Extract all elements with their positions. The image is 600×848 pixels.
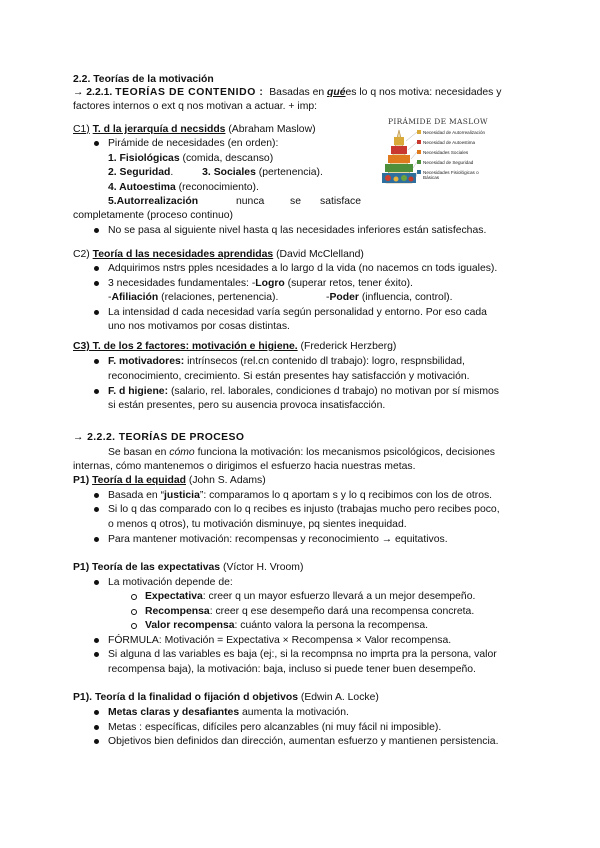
need-1-desc: (comida, descanso) bbox=[182, 153, 274, 164]
section-code: 2.2.1. bbox=[86, 87, 113, 98]
equity-prefix: P1) bbox=[73, 475, 90, 486]
needs-line-2 bbox=[108, 291, 278, 304]
c1-title: T. d la jerarquía d necsidds bbox=[92, 124, 226, 135]
list-item: La motivación depende de: bbox=[108, 577, 233, 588]
pyramid-level-label: Necesidad de Autorrealización bbox=[423, 130, 486, 135]
list-item: Objetivos bien definidos dan dirección, aumentan esfuerzo y mantienen persistencia. bbox=[108, 736, 499, 747]
list-item-continued: o menos q otros), tu motivación disminuye, pq sientes inequidad. bbox=[108, 519, 407, 530]
var-title: Expectativa bbox=[145, 591, 203, 602]
factor-title: F. d higiene: bbox=[108, 386, 169, 397]
sub-list-item bbox=[145, 590, 475, 603]
expectancy-title: P1) Teoría de las expectativas bbox=[73, 562, 221, 573]
need-poder bbox=[326, 291, 452, 304]
need-5-word: se bbox=[290, 196, 301, 207]
c3-title: C3) T. de los 2 factores: motivación e higiene. bbox=[73, 341, 298, 352]
pyramid-level-label: Necesidad de Seguridad bbox=[423, 160, 474, 165]
c2-heading bbox=[73, 248, 364, 261]
equity-title: Teoría d la equidad bbox=[92, 475, 186, 486]
factor-title: F. motivadores: bbox=[108, 356, 185, 367]
c1-prefix: C1) bbox=[73, 124, 90, 135]
pyramid-level-label: Necesidades Sociales bbox=[423, 150, 469, 155]
goals-heading bbox=[73, 691, 379, 704]
section-title: TEORÍAS DE CONTENIDO : bbox=[115, 87, 264, 98]
list-item bbox=[108, 277, 413, 290]
need-5-title: 5.Autorrealización bbox=[108, 196, 199, 207]
sub-list-item bbox=[145, 619, 428, 632]
goals-author: (Edwin A. Locke) bbox=[300, 692, 379, 703]
list-item: Para mantener motivación: recompensas y reconocimiento → equitativos. bbox=[108, 534, 448, 545]
c1-heading bbox=[73, 123, 316, 136]
intro-line-2: factores internos o ext q nos motivan a actuar. + imp: bbox=[73, 101, 318, 112]
maslow-pyramid-image bbox=[372, 117, 522, 189]
need-2-title: 2. Seguridad bbox=[108, 167, 171, 178]
c2-title: Teoría d las necesidades aprendidas bbox=[92, 249, 274, 260]
pyramid-level-label: Necesidades Fisiológicas o Básicas bbox=[423, 170, 479, 180]
intro-text-rest: funciona la motivación: los mecanismos psicológicos, decisiones bbox=[197, 447, 495, 458]
need-4 bbox=[108, 181, 259, 194]
var-desc: : creer q ese desempeño dará una recompensa concreta. bbox=[209, 606, 475, 617]
list-item: Si lo q das comparado con lo q recibes es injusto (trabajas mucho pero recibes poco, bbox=[108, 504, 500, 515]
need-poder-desc: (influencia, control). bbox=[361, 292, 453, 303]
need-logro: Logro bbox=[255, 278, 285, 289]
list-item: Pirámide de necesidades (en orden): bbox=[108, 138, 279, 149]
c2-prefix: C2) bbox=[73, 249, 90, 260]
pyramid-level-label: Necesidad de Autoestima bbox=[423, 140, 476, 145]
need-5-continued: completamente (proceso continuo) bbox=[73, 210, 233, 221]
need-5-word: satisface bbox=[320, 196, 362, 207]
c2-author: (David McClelland) bbox=[276, 249, 364, 260]
process-intro bbox=[108, 446, 495, 459]
emphasis-justicia: justicia bbox=[164, 490, 200, 501]
emphasis-que: qué bbox=[327, 87, 346, 98]
need-1 bbox=[108, 152, 273, 165]
list-item bbox=[108, 355, 465, 368]
c3-author: (Frederick Herzberg) bbox=[300, 341, 397, 352]
need-poder-title: Poder bbox=[329, 292, 359, 303]
factor-desc: intrínsecos (rel.cn contenido dl trabajo): logro, respnsbilidad, bbox=[187, 356, 465, 367]
intro-text-rest: es lo q nos motiva: necesidades y bbox=[345, 87, 502, 98]
list-item: FÓRMULA: Motivación = Expectativa × Recompensa × Valor recompensa. bbox=[108, 635, 452, 646]
goals-emphasis: Metas claras y desafiantes bbox=[108, 707, 240, 718]
equity-author: (John S. Adams) bbox=[188, 475, 266, 486]
list-item bbox=[108, 706, 349, 719]
need-1-title: 1. Fisiológicas bbox=[108, 153, 180, 164]
need-afiliacion: Afiliación bbox=[111, 292, 159, 303]
expectancy-author: (Víctor H. Vroom) bbox=[222, 562, 304, 573]
intro-text: Se basan en bbox=[108, 447, 167, 458]
list-item-continued: uno nos motivamos por cosas distintas. bbox=[108, 321, 290, 332]
need-3-title: 3. Sociales bbox=[202, 167, 256, 178]
text: Basada en “ bbox=[108, 490, 165, 501]
need-2-dot: . bbox=[170, 167, 174, 178]
need-5-word: nunca bbox=[236, 196, 265, 207]
arrow: → bbox=[73, 87, 84, 98]
goals-title: P1). Teoría d la finalidad o fijación d objetivos bbox=[73, 692, 298, 703]
dash: - bbox=[108, 292, 112, 303]
section-heading: 2.2. Teorías de la motivación bbox=[73, 74, 214, 85]
need-5 bbox=[108, 195, 362, 208]
list-item-continued: reconocimiento, crecimiento. Si están presentes hay satisfacción y motivación. bbox=[108, 371, 470, 382]
list-item: No se pasa al siguiente nivel hasta q las necesidades inferiores están satisfechas. bbox=[108, 225, 487, 236]
intro-text: Basadas en bbox=[269, 87, 325, 98]
list-item: La intensidad d cada necesidad varía según personalidad y entorno. Por eso cada bbox=[108, 307, 487, 318]
sub-list-item bbox=[145, 605, 474, 618]
list-item-continued: si están presentes, pero su ausencia provoca insatisfacción. bbox=[108, 400, 386, 411]
goals-text: aumenta la motivación. bbox=[242, 707, 349, 718]
needs-intro: 3 necesidades fundamentales: - bbox=[108, 278, 256, 289]
content-theories-title bbox=[73, 86, 501, 99]
list-item: Metas : específicas, difíciles pero alcanzables (ni muy fácil ni imposible). bbox=[108, 722, 442, 733]
list-item: Adquirimos nstrs pples ncesidades a lo largo d la vida (no nacemos cn tods iguales). bbox=[108, 263, 498, 274]
list-item bbox=[108, 385, 499, 398]
var-desc: : cuánto valora la persona la recompensa. bbox=[234, 620, 429, 631]
need-logro-desc: (superar retos, tener éxito). bbox=[287, 278, 413, 289]
c3-heading bbox=[73, 340, 396, 353]
process-theories-title: → 2.2.2. TEORÍAS DE PROCESO bbox=[73, 432, 245, 443]
need-2-3 bbox=[108, 166, 323, 179]
expectancy-heading bbox=[73, 561, 303, 574]
c1-author: (Abraham Maslow) bbox=[228, 124, 316, 135]
var-desc: : creer q un mayor esfuerzo llevará a un mejor desempeño. bbox=[202, 591, 476, 602]
equity-heading bbox=[73, 474, 266, 487]
list-item bbox=[108, 489, 492, 502]
need-4-desc: (reconocimiento). bbox=[178, 182, 259, 193]
var-title: Valor recompensa bbox=[145, 620, 235, 631]
list-item-continued: recompensa baja), la motivación: baja, incluso si puede tener buen desempeño. bbox=[108, 664, 476, 675]
need-afiliacion-desc: (relaciones, pertenencia). bbox=[161, 292, 279, 303]
list-item: Si alguna d las variables es baja (ej:, si la recompnsa no imprta pra la persona, valor bbox=[108, 649, 497, 660]
need-3-desc: (pertenencia). bbox=[258, 167, 323, 178]
process-intro-line-2: internas, cómo mantenemos o dirigimos el esfuerzo hacia nuestras metas. bbox=[73, 461, 416, 472]
factor-desc: (salario, rel. laborales, condiciones d trabajo) no motivan por sí mismos bbox=[170, 386, 499, 397]
dash: - bbox=[326, 292, 330, 303]
text: ”: comparamos lo q aportam s y lo q recibimos con los de otros. bbox=[199, 490, 493, 501]
pyramid-title: PIRÁMIDE DE MASLOW bbox=[388, 117, 488, 126]
emphasis-como: cómo bbox=[169, 447, 195, 458]
var-title: Recompensa bbox=[145, 606, 210, 617]
need-4-title: 4. Autoestima bbox=[108, 182, 176, 193]
